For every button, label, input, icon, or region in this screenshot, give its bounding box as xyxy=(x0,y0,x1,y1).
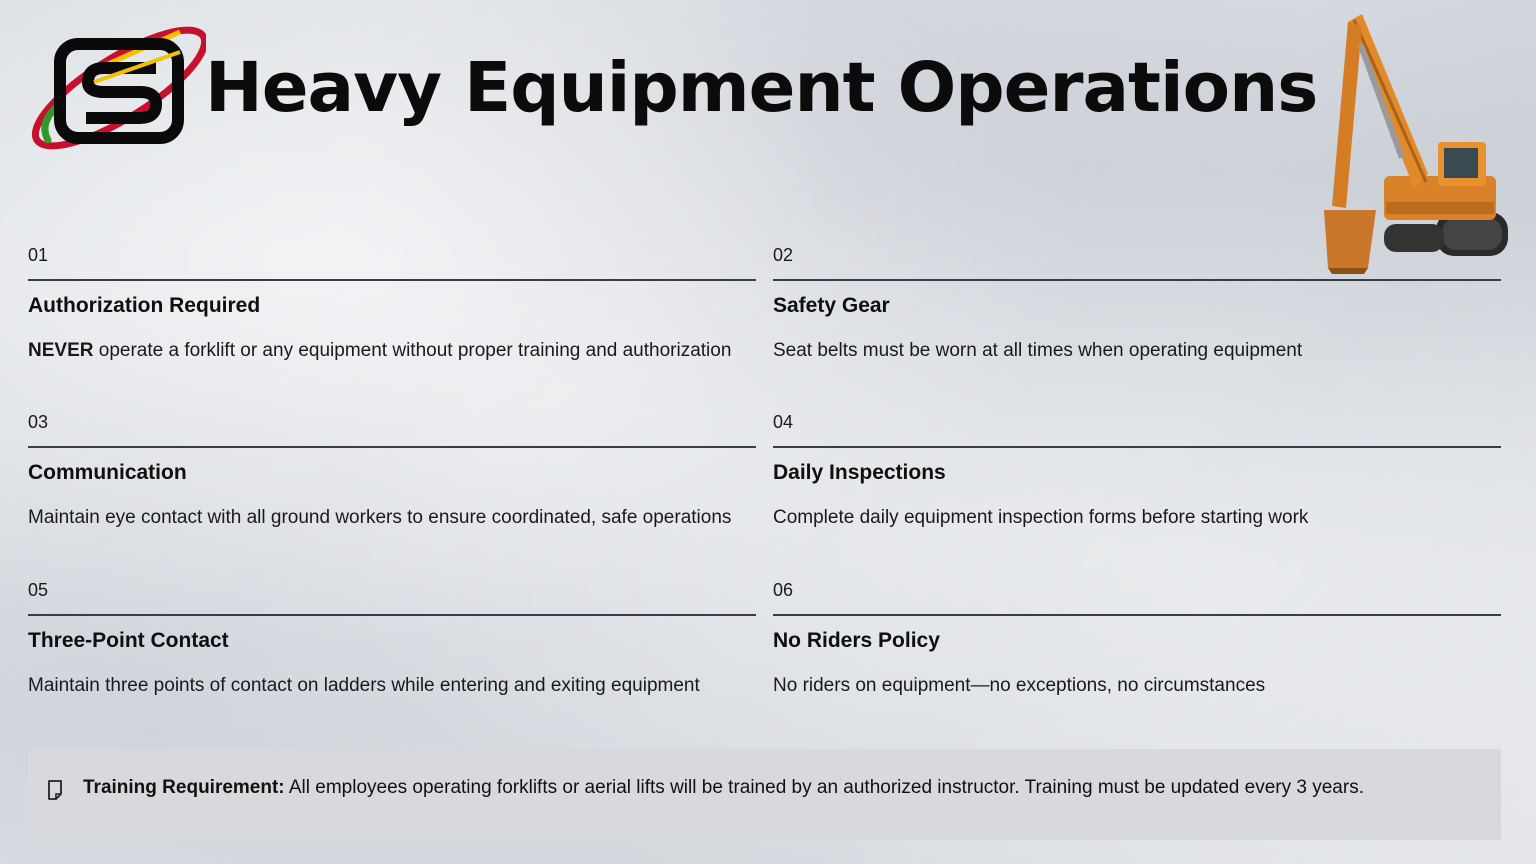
item-heading: Safety Gear xyxy=(773,294,890,317)
item-heading: Communication xyxy=(28,461,187,484)
divider xyxy=(773,279,1501,281)
item-number: 02 xyxy=(773,245,794,265)
emphasis-text: NEVER xyxy=(28,340,94,361)
company-logo xyxy=(30,22,206,154)
item-description xyxy=(28,339,756,363)
item-card-04 xyxy=(773,410,1501,530)
item-card-06 xyxy=(773,578,1501,698)
training-note-label: Training Requirement: xyxy=(83,777,285,798)
item-heading: Authorization Required xyxy=(28,294,261,317)
item-heading: Daily Inspections xyxy=(773,461,946,484)
item-number: 06 xyxy=(773,580,794,600)
item-number: 01 xyxy=(28,245,49,265)
divider xyxy=(28,279,756,281)
item-card-01 xyxy=(28,243,756,363)
divider xyxy=(28,446,756,448)
divider xyxy=(773,614,1501,616)
page-title: Heavy Equipment Operations xyxy=(205,48,1318,128)
description-text: operate a forklift or any equipment without proper training and authorization xyxy=(93,340,732,361)
item-heading: Three-Point Contact xyxy=(28,629,229,652)
item-number: 04 xyxy=(773,412,794,432)
item-card-05 xyxy=(28,578,756,698)
item-card-02 xyxy=(773,243,1501,363)
training-note-box xyxy=(28,749,1501,840)
item-card-03 xyxy=(28,410,756,530)
divider xyxy=(773,446,1501,448)
training-note-body: All employees operating forklifts or aerial lifts will be trained by an authorized instructor. Training must be updated every 3 years. xyxy=(284,777,1364,798)
item-description: Maintain eye contact with all ground workers to ensure coordinated, safe operations xyxy=(28,507,732,528)
training-note-text xyxy=(83,776,1364,800)
item-description: Maintain three points of contact on ladders while entering and exiting equipment xyxy=(28,675,700,696)
document-icon xyxy=(47,779,63,801)
item-description: No riders on equipment—no exceptions, no circumstances xyxy=(773,675,1266,696)
item-number: 03 xyxy=(28,412,49,432)
item-heading: No Riders Policy xyxy=(773,629,940,652)
divider xyxy=(28,614,756,616)
item-description: Complete daily equipment inspection forms before starting work xyxy=(773,507,1309,528)
excavator-image xyxy=(1318,6,1514,276)
item-description: Seat belts must be worn at all times when operating equipment xyxy=(773,340,1303,361)
item-number: 05 xyxy=(28,580,49,600)
